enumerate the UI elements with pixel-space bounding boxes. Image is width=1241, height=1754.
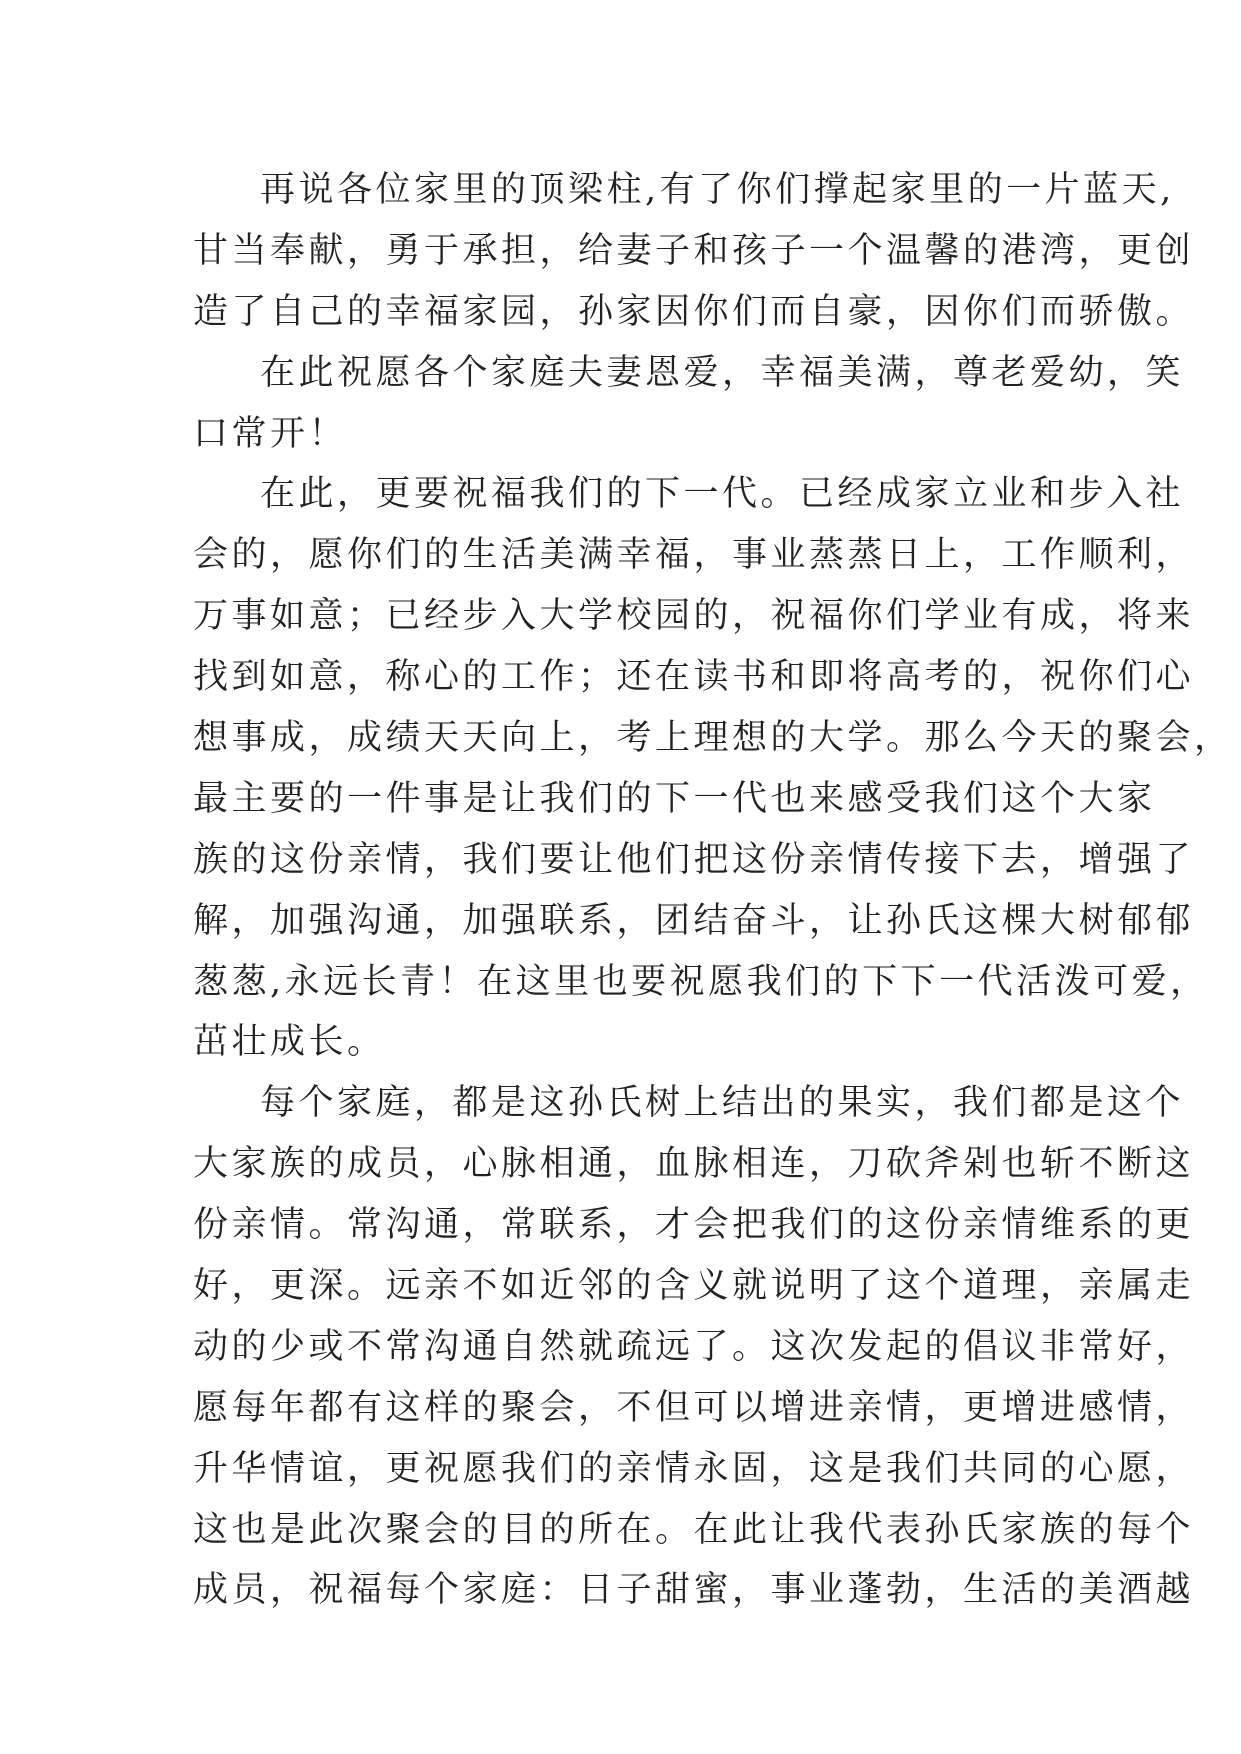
paragraph-line: 份亲情。常沟通，常联系，才会把我们的这份亲情维系的更 — [193, 1205, 1195, 1246]
paragraph-3 — [193, 464, 1233, 1073]
paragraph-line: 在此祝愿各个家庭夫妻恩爱，幸福美满，尊老爱幼，笑 — [260, 352, 1185, 393]
paragraph-line: 大家族的成员，心脉相通，血脉相连，刀砍斧剁也斩不断这 — [193, 1144, 1195, 1185]
paragraph-line: 再说各位家里的顶梁柱,有了你们撑起家里的一片蓝天, — [260, 170, 1175, 210]
paragraph-line: 甘当奉献，勇于承担，给妻子和孩子一个温馨的港湾，更创 — [193, 230, 1195, 271]
paragraph-line: 葱葱,永远长青！在这里也要祝愿我们的下下一代活泼可爱， — [193, 961, 1209, 1002]
paragraph-line: 茁壮成长。 — [193, 1022, 386, 1063]
paragraph-line: 成员，祝福每个家庭：日子甜蜜，事业蓬勃，生活的美酒越 — [193, 1570, 1195, 1611]
paragraph-line: 解，加强沟通，加强联系，团结奋斗，让孙氏这棵大树郁郁 — [193, 900, 1195, 941]
paragraph-4 — [193, 1073, 1195, 1621]
paragraph-line: 每个家庭，都是这孙氏树上结出的果实，我们都是这个 — [260, 1083, 1185, 1124]
paragraph-line: 动的少或不常沟通自然就疏远了。这次发起的倡议非常好， — [193, 1326, 1195, 1367]
paragraph-line: 在此，更要祝福我们的下一代。已经成家立业和步入社 — [260, 474, 1185, 515]
paragraph-line: 升华情谊，更祝愿我们的亲情永固，这是我们共同的心愿， — [193, 1448, 1195, 1489]
paragraph-line: 这也是此次聚会的目的所在。在此让我代表孙氏家族的每个 — [193, 1509, 1195, 1550]
paragraph-1 — [193, 160, 1195, 343]
paragraph-line: 想事成，成绩天天向上，考上理想的大学。那么今天的聚会， — [193, 718, 1233, 759]
paragraph-line: 万事如意；已经步入大学校园的，祝福你们学业有成，将来 — [193, 596, 1195, 637]
paragraph-line: 族的这份亲情，我们要让他们把这份亲情传接下去，增强了 — [193, 839, 1195, 880]
document-body — [193, 160, 1233, 1621]
paragraph-line: 找到如意，称心的工作；还在读书和即将高考的，祝你们心 — [193, 657, 1195, 698]
paragraph-2 — [193, 343, 1185, 465]
paragraph-line: 最主要的一件事是让我们的下一代也来感受我们这个大家 — [193, 778, 1156, 819]
paragraph-line: 造了自己的幸福家园，孙家因你们而自豪，因你们而骄傲。 — [193, 291, 1195, 332]
paragraph-line: 口常开！ — [193, 413, 348, 454]
paragraph-line: 愿每年都有这样的聚会，不但可以增进亲情，更增进感情， — [193, 1387, 1195, 1428]
paragraph-line: 会的，愿你们的生活美满幸福，事业蒸蒸日上，工作顺利， — [193, 535, 1195, 576]
paragraph-line: 好，更深。远亲不如近邻的含义就说明了这个道理，亲属走 — [193, 1266, 1195, 1307]
